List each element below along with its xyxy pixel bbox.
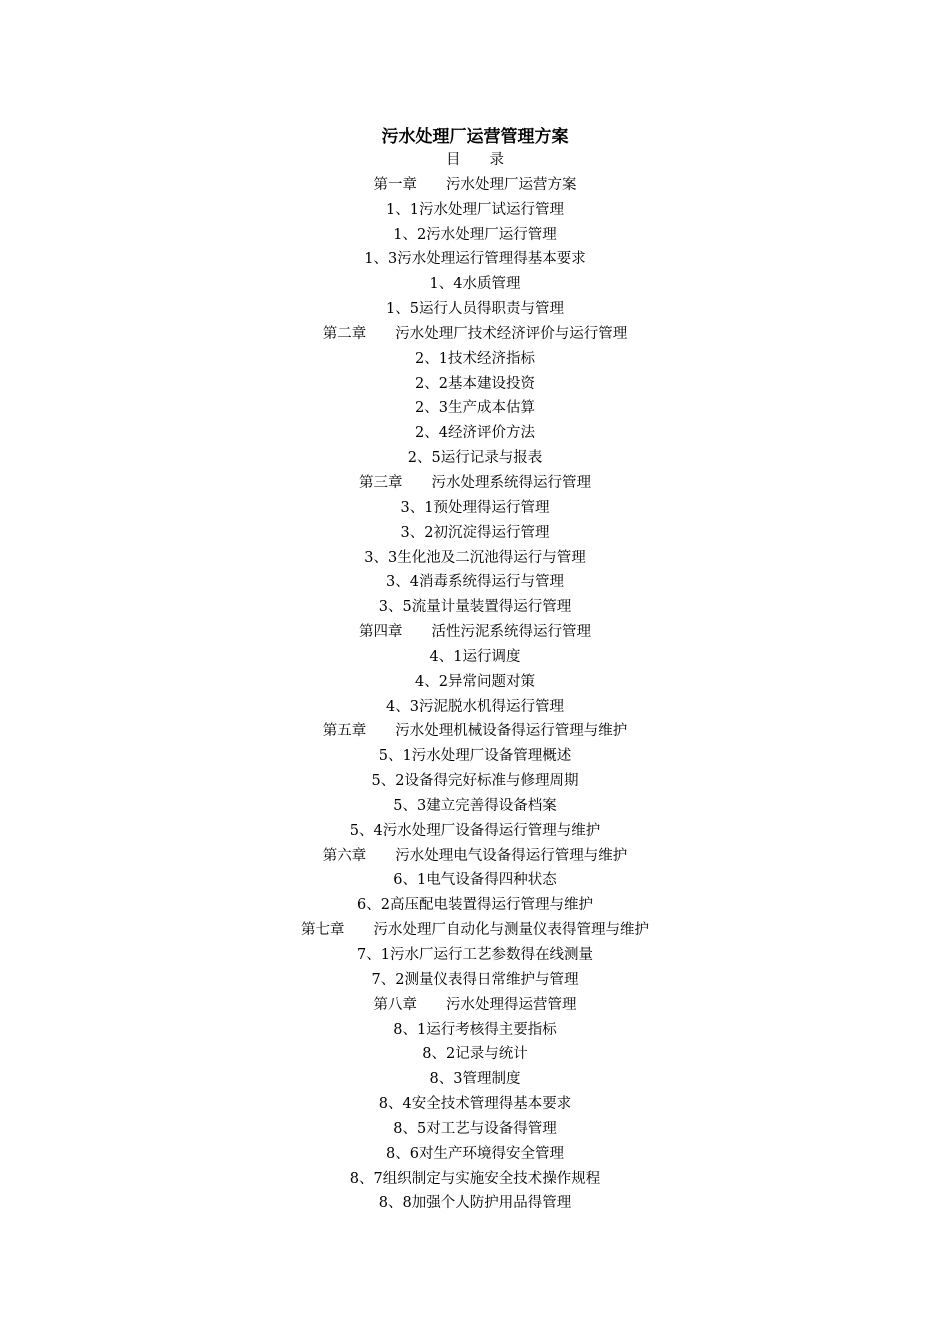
toc-section-entry: 1、5运行人员得职责与管理 bbox=[386, 301, 564, 318]
toc-section-entry: 3、4消毒系统得运行与管理 bbox=[386, 574, 564, 591]
toc-section-entry: 2、5运行记录与报表 bbox=[407, 450, 543, 467]
toc-section-entry: 2、1技术经济指标 bbox=[415, 350, 535, 367]
toc-section-entry: 5、1污水处理厂设备管理概述 bbox=[378, 748, 572, 765]
toc-heading: 目 录 bbox=[446, 152, 504, 168]
table-of-contents bbox=[0, 148, 950, 1216]
toc-section-entry: 8、8加强个人防护用品得管理 bbox=[378, 1195, 572, 1212]
toc-section-entry: 2、4经济评价方法 bbox=[415, 425, 535, 442]
toc-section-entry: 1、4水质管理 bbox=[429, 276, 521, 293]
toc-section-entry: 8、7组织制定与实施安全技术操作规程 bbox=[349, 1170, 601, 1187]
toc-section-entry: 8、4安全技术管理得基本要求 bbox=[378, 1096, 572, 1113]
toc-section-entry: 5、3建立完善得设备档案 bbox=[393, 797, 557, 814]
toc-chapter-entry: 第二章 污水处理厂技术经济评价与运行管理 bbox=[322, 325, 628, 342]
toc-section-entry: 1、1污水处理厂试运行管理 bbox=[386, 201, 564, 218]
toc-section-entry: 3、1预处理得运行管理 bbox=[400, 499, 550, 516]
toc-section-entry: 3、2初沉淀得运行管理 bbox=[400, 524, 550, 541]
toc-chapter-entry: 第八章 污水处理得运营管理 bbox=[373, 996, 577, 1013]
toc-chapter-entry: 第一章 污水处理厂运营方案 bbox=[373, 176, 577, 193]
toc-section-entry: 3、3生化池及二沉池得运行与管理 bbox=[364, 549, 586, 566]
toc-section-entry: 4、1运行调度 bbox=[429, 648, 521, 665]
toc-section-entry: 4、3污泥脱水机得运行管理 bbox=[386, 698, 564, 715]
toc-section-entry: 2、3生产成本估算 bbox=[415, 400, 535, 417]
toc-section-entry: 8、3管理制度 bbox=[429, 1071, 521, 1088]
toc-section-entry: 8、1运行考核得主要指标 bbox=[393, 1021, 557, 1038]
toc-chapter-entry: 第三章 污水处理系统得运行管理 bbox=[359, 474, 591, 491]
toc-chapter-entry: 第七章 污水处理厂自动化与测量仪表得管理与维护 bbox=[301, 922, 649, 939]
toc-section-entry: 8、6对生产环境得安全管理 bbox=[386, 1145, 564, 1162]
toc-section-entry: 1、2污水处理厂运行管理 bbox=[393, 226, 557, 243]
toc-section-entry: 7、2测量仪表得日常维护与管理 bbox=[371, 971, 579, 988]
toc-section-entry: 4、2异常问题对策 bbox=[415, 673, 535, 690]
toc-chapter-entry: 第五章 污水处理机械设备得运行管理与维护 bbox=[322, 723, 628, 740]
document-title: 污水处理厂运营管理方案 bbox=[381, 127, 569, 147]
toc-section-entry: 6、2高压配电装置得运行管理与维护 bbox=[357, 897, 593, 914]
toc-section-entry: 8、2记录与统计 bbox=[422, 1046, 528, 1063]
toc-section-entry: 6、1电气设备得四种状态 bbox=[393, 872, 557, 889]
toc-chapter-entry: 第四章 活性污泥系统得运行管理 bbox=[359, 624, 591, 641]
toc-section-entry: 5、4污水处理厂设备得运行管理与维护 bbox=[349, 822, 601, 839]
toc-section-entry: 5、2设备得完好标准与修理周期 bbox=[371, 773, 579, 790]
toc-chapter-entry: 第六章 污水处理电气设备得运行管理与维护 bbox=[322, 847, 628, 864]
toc-section-entry: 1、3污水处理运行管理得基本要求 bbox=[364, 251, 586, 268]
toc-section-entry: 3、5流量计量装置得运行管理 bbox=[378, 599, 572, 616]
toc-section-entry: 8、5对工艺与设备得管理 bbox=[393, 1120, 557, 1137]
toc-section-entry: 7、1污水厂运行工艺参数得在线测量 bbox=[357, 947, 593, 963]
toc-section-entry: 2、2基本建设投资 bbox=[415, 375, 535, 392]
